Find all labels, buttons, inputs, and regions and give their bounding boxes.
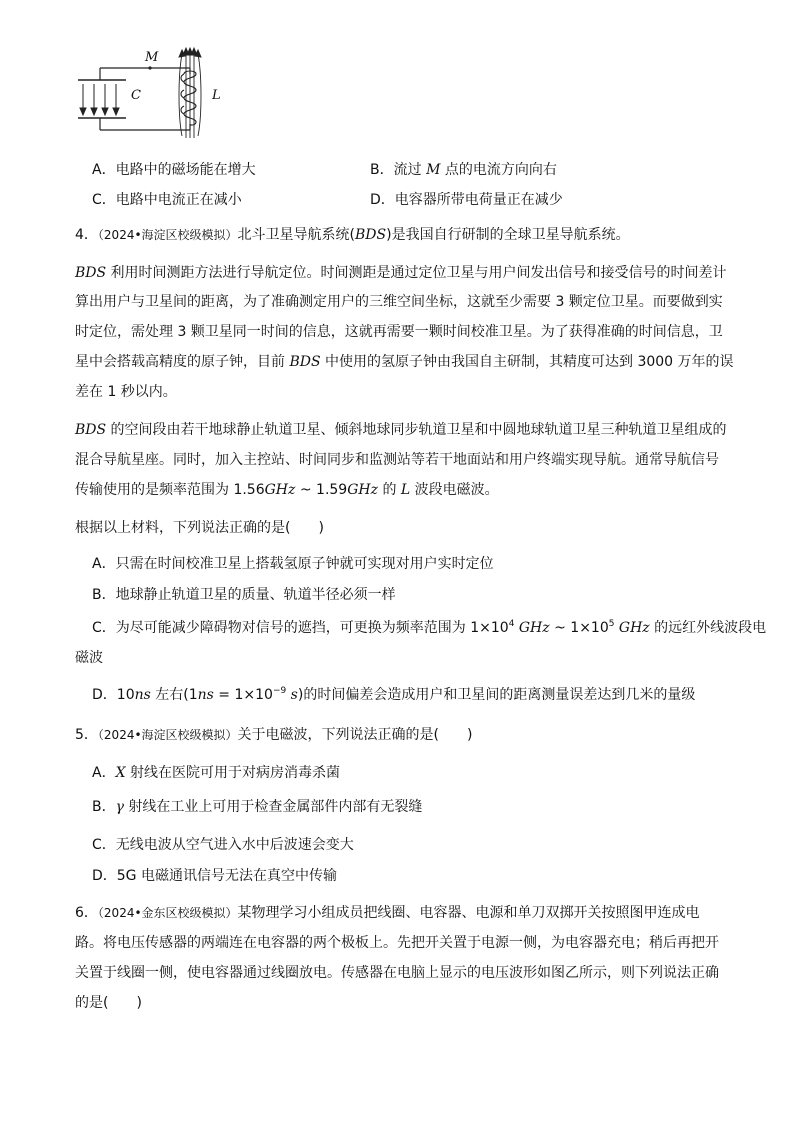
q4-stem: 4．（2024•海淀区校级模拟）北斗卫星导航系统(BDS)是我国自行研制的全球卫星导航系统。 [75,227,630,243]
q4-p1-line2: 算出用户与卫星间的距离，为了准确测定用户的三维空间坐标，这就至少需要 3 颗定位卫星。而要做到实 [75,294,723,310]
label-M: M [145,50,159,65]
q4-p1-line3: 时定位，需处理 3 颗卫星同一时间的信息，这就再需要一颗时间校准卫星。为了获得准确的时间信息，卫 [75,324,723,340]
q4-option-d[interactable]: D．10ns 左右($1ns = 1\times 10^{-9}$ s)的时间偏差会造成用户和卫星间的距离测量误差达到几米的量级 [92,686,696,703]
q6-number: 6． [75,905,98,921]
q4-p1-line5: 差在 1 秒以内。 [75,384,177,400]
q5-stem: 5．（2024•海淀区校级模拟）关于电磁波，下列说法正确的是( ) [75,727,473,743]
q6-source: （2024•金东区校级模拟） [97,906,238,920]
q4-p2-line2: 混合导航星座。同时，加入主控站、时间同步和监测站等若干地面站和用户终端实现导航。通常导航信号 [75,452,719,468]
q6-stem-line3: 关置于线圈一侧，使电容器通过线圈放电。传感器在电脑上显示的电压波形如图乙所示，则下列说法正确 [75,965,719,981]
electric-field-arrows [80,84,119,115]
q3-option-a[interactable]: A．电路中的磁场能在增大 [92,162,256,178]
q4-option-c-line2: 磁波 [75,650,103,666]
q4-ask: 根据以上材料，下列说法正确的是( ) [75,520,324,536]
q4-source: （2024•海淀区校级模拟） [97,228,238,242]
q4-number: 4． [75,227,98,243]
point-M-dot [148,66,151,69]
q3-option-d[interactable]: D．电容器所带电荷量正在减少 [370,192,563,208]
q4-p1-line4: 星中会搭载高精度的原子钟，目前 BDS 中使用的氢原子钟由我国自主研制，其精度可达到 3000 万年的误 [75,354,734,370]
q5-option-d[interactable]: D．5G 电磁通讯信号无法在真空中传输 [92,868,337,884]
q5-number: 5． [75,727,98,743]
q3-option-c[interactable]: C．电路中电流正在减小 [92,192,242,208]
label-C: C [131,88,141,103]
q5-option-b[interactable]: B．γ 射线在工业上可用于检查金属部件内部有无裂缝 [92,799,423,815]
q6-stem-line4: 的是( ) [75,995,142,1011]
q4-p2-line3: 传输使用的是频率范围为 1.56GHz ~ 1.59GHz 的 L 波段电磁波。 [75,482,499,498]
q5-source: （2024•海淀区校级模拟） [97,728,238,742]
q4-option-b[interactable]: B．地球静止轨道卫星的质量、轨道半径必须一样 [92,587,396,603]
q6-stem-line2: 路。将电压传感器的两端连在电容器的两个极板上。先把开关置于电源一侧，为电容器充电；稍后再把开 [75,935,719,951]
q5-option-a[interactable]: A．X 射线在医院可用于对病房消毒杀菌 [92,765,340,781]
q5-option-c[interactable]: C．无线电波从空气进入水中后波速会变大 [92,837,354,853]
q4-p1-line1: BDS 利用时间测距方法进行导航定位。时间测距是通过定位卫星与用户间发出信号和接受信号的时间差计 [75,265,727,281]
q3-option-b[interactable]: B．流过 M 点的电流方向向右 [370,162,557,178]
label-L: L [212,88,221,103]
magnetic-field-lines [179,48,201,138]
q6-stem-line1: 6．（2024•金东区校级模拟）某物理学习小组成员把线圈、电容器、电源和单刀双掷开关按照图甲连成电 [75,905,700,921]
q4-option-c[interactable]: C．为尽可能减少障碍物对信号的遮挡，可更换为频率范围为 $1\times 10^4$ GHz ~ $1\times 10^5$ GHz 的远红外线波段电 [92,619,767,636]
q4-option-a[interactable]: A．只需在时间校准卫星上搭载氢原子钟就可实现对用户实时定位 [92,556,494,572]
q4-p2-line1: BDS 的空间段由若干地球静止轨道卫星、倾斜地球同步轨道卫星和中圆地球轨道卫星三种轨道卫星组成的 [75,422,727,438]
